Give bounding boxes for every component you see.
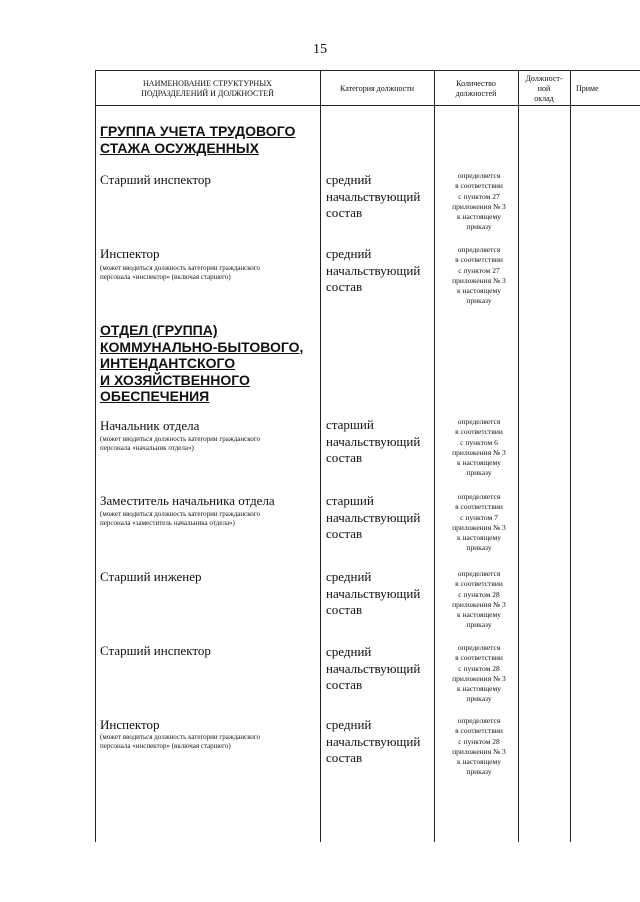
quantity-line: определяется	[457, 171, 501, 180]
header-salary	[518, 74, 570, 104]
position-quantity	[440, 643, 518, 705]
quantity-line: в соответствии	[455, 579, 503, 589]
quantity-line: к настоящему	[456, 533, 502, 543]
quantity-line: приложения № 3	[452, 522, 506, 532]
position-note	[100, 510, 315, 527]
position-quantity	[440, 492, 518, 554]
position-quantity	[440, 716, 518, 778]
quantity-line: определяется	[457, 417, 501, 426]
category-line: начальствующий	[326, 733, 421, 749]
quantity-line: с пунктом 27	[458, 191, 500, 201]
quantity-line: приложения № 3	[452, 746, 506, 756]
quantity-line: с пунктом 28	[458, 663, 500, 673]
category-line: состав	[326, 205, 363, 220]
position-quantity	[440, 417, 518, 479]
category-line: начальствующий	[326, 660, 421, 676]
section-title-line: ОТДЕЛ (ГРУППА)	[100, 322, 218, 338]
category-line: начальствующий	[326, 509, 421, 525]
category-line: состав	[326, 526, 363, 541]
position-note	[100, 733, 315, 750]
quantity-line: приказу	[466, 767, 492, 777]
note-line: персонала «заместитель начальника отдела»)	[100, 518, 235, 527]
column-divider	[95, 70, 96, 842]
quantity-line: в соответствии	[455, 255, 503, 265]
position-category	[326, 417, 441, 467]
note-line: (может вводиться должность категории гражданского	[100, 510, 260, 518]
header-category: Категория должности	[340, 84, 414, 93]
quantity-line: определяется	[457, 245, 501, 254]
section-title-line: ОБЕСПЕЧЕНИЯ	[100, 388, 210, 404]
header-salary-line: Должност-	[525, 74, 563, 83]
quantity-line: приказу	[466, 620, 492, 630]
position-category	[326, 644, 441, 694]
header-name-line: НАИМЕНОВАНИЕ СТРУКТУРНЫХ	[143, 79, 272, 88]
quantity-line: к настоящему	[456, 684, 502, 694]
section-title-line: ГРУППА УЧЕТА ТРУДОВОГО	[100, 123, 296, 139]
category-line: начальствующий	[326, 585, 421, 601]
section-title-line: ИНТЕНДАНТСКОГО	[100, 355, 236, 371]
section-title	[100, 123, 295, 156]
category-line: средний	[326, 569, 372, 584]
header-salary-line: ной	[537, 84, 551, 93]
position-quantity	[440, 171, 518, 233]
quantity-line: приказу	[466, 468, 492, 478]
quantity-line: приложения № 3	[452, 599, 506, 609]
note-line: персонала «инспектор» (включая старшего)	[100, 272, 231, 281]
section-title-line: КОММУНАЛЬНО-БЫТОВОГО,	[100, 338, 304, 355]
quantity-line: приложения № 3	[452, 201, 506, 211]
position-category	[326, 493, 441, 543]
header-notes: Приме	[576, 84, 599, 93]
header-name	[95, 79, 320, 99]
quantity-line: с пунктом 27	[458, 265, 500, 275]
quantity-line: определяется	[457, 716, 501, 725]
quantity-line: к настоящему	[456, 286, 502, 296]
category-line: состав	[326, 450, 363, 465]
quantity-line: приказу	[466, 296, 492, 306]
quantity-line: приложения № 3	[452, 275, 506, 285]
quantity-line: приказу	[466, 222, 492, 232]
category-line: старший	[326, 417, 374, 432]
quantity-line: приказу	[466, 543, 492, 553]
quantity-line: приложения № 3	[452, 447, 506, 457]
header-quantity-line: должностей	[455, 89, 497, 98]
position-note	[100, 435, 315, 452]
position-quantity	[440, 245, 518, 307]
note-line: персонала «инспектор» (включая старшего)	[100, 741, 231, 750]
position-title: Старший инспектор	[100, 172, 211, 187]
category-line: средний	[326, 172, 372, 187]
header-name-line: ПОДРАЗДЕЛЕНИЙ И ДОЛЖНОСТЕЙ	[141, 89, 274, 98]
category-line: начальствующий	[326, 262, 421, 278]
quantity-line: определяется	[457, 643, 501, 652]
position-category	[326, 717, 441, 767]
column-divider	[320, 70, 321, 842]
quantity-line: в соответствии	[455, 181, 503, 191]
position-quantity	[440, 569, 518, 631]
quantity-line: определяется	[457, 492, 501, 501]
position-category	[326, 172, 441, 222]
section-title	[100, 322, 303, 405]
position-title: Заместитель начальника отдела	[100, 493, 275, 508]
section-title-line: И ХОЗЯЙСТВЕННОГО	[100, 371, 250, 388]
quantity-line: к настоящему	[456, 757, 502, 767]
quantity-line: с пунктом 28	[458, 589, 500, 599]
category-line: состав	[326, 602, 363, 617]
quantity-line: к настоящему	[456, 458, 502, 468]
header-quantity	[434, 79, 518, 99]
category-line: средний	[326, 717, 372, 732]
page-number: 15	[313, 42, 327, 57]
quantity-line: приложения № 3	[452, 673, 506, 683]
note-line: (может вводиться должность категории гражданского	[100, 264, 260, 272]
category-line: старший	[326, 493, 374, 508]
quantity-line: приказу	[466, 694, 492, 704]
category-line: состав	[326, 677, 363, 692]
note-line: персонала «начальник отдела»)	[100, 443, 194, 452]
quantity-line: в соответствии	[455, 653, 503, 663]
position-category	[326, 246, 441, 296]
quantity-line: с пунктом 6	[460, 437, 498, 447]
quantity-line: в соответствии	[455, 502, 503, 512]
position-title: Старший инспектор	[100, 643, 211, 658]
section-title-line: СТАЖА ОСУЖДЕННЫХ	[100, 139, 259, 156]
table-top-border	[95, 70, 640, 71]
note-line: (может вводиться должность категории гражданского	[100, 435, 260, 443]
position-title: Начальник отдела	[100, 418, 200, 433]
header-salary-line: оклад	[534, 94, 554, 103]
category-line: начальствующий	[326, 433, 421, 449]
position-category	[326, 569, 441, 619]
quantity-line: с пунктом 28	[458, 736, 500, 746]
quantity-line: в соответствии	[455, 726, 503, 736]
quantity-line: определяется	[457, 569, 501, 578]
column-divider	[518, 70, 519, 842]
header-bottom-border	[95, 105, 640, 106]
category-line: состав	[326, 750, 363, 765]
position-title: Старший инженер	[100, 569, 202, 584]
category-line: состав	[326, 279, 363, 294]
quantity-line: к настоящему	[456, 610, 502, 620]
category-line: начальствующий	[326, 188, 421, 204]
quantity-line: в соответствии	[455, 427, 503, 437]
category-line: средний	[326, 246, 372, 261]
position-note	[100, 264, 315, 281]
category-line: средний	[326, 644, 372, 659]
quantity-line: к настоящему	[456, 212, 502, 222]
header-quantity-line: Количество	[456, 79, 496, 88]
quantity-line: с пунктом 7	[460, 512, 498, 522]
position-title: Инспектор	[100, 246, 160, 261]
position-title: Инспектор	[100, 717, 160, 732]
column-divider	[570, 70, 571, 842]
note-line: (может вводиться должность категории гражданского	[100, 733, 260, 741]
